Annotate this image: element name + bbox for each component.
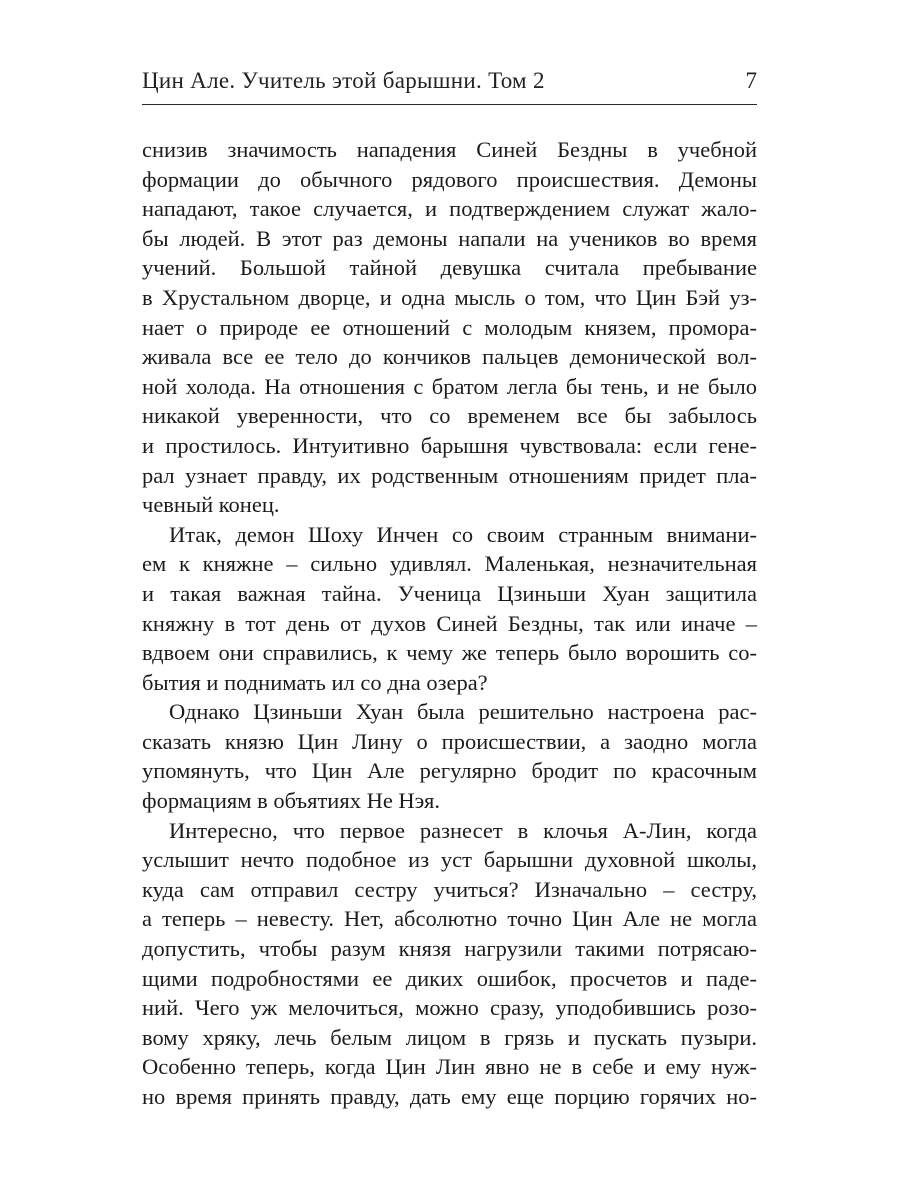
text-line: куда сам отправил сестру учиться? Изначально – сестру,: [142, 876, 757, 902]
text-line: рал узнает правду, их родственным отношениям придет пла-: [142, 462, 757, 488]
running-head: [142, 68, 757, 98]
text-line: сказать князю Цин Лину о происшествии, а заодно могла: [142, 728, 757, 754]
text-line: Однако Цзиньши Хуан была решительно настроена рас-: [169, 699, 757, 725]
text-line: бы людей. В этот раз демоны напали на учеников во время: [142, 225, 757, 251]
text-line: формациям в объятиях Не Нэя.: [142, 788, 441, 814]
text-line: снизив значимость нападения Синей Бездны в учебной: [142, 137, 757, 162]
text-line: Интересно, что первое разнесет в клочья А-Лин, когда: [169, 817, 757, 843]
text-line: вдвоем они справились, к чему же теперь было ворошить со-: [142, 640, 757, 666]
text-line: чевный конец.: [142, 492, 280, 518]
page-number: 7: [745, 68, 757, 93]
text-line: ем к княжне – сильно удивлял. Маленькая, незначительная: [142, 551, 757, 577]
text-line: живала все ее тело до кончиков пальцев демонической вол-: [142, 344, 757, 370]
header-rule: [142, 104, 757, 105]
text-line: допустить, чтобы разум князя нагрузили такими потрясаю-: [142, 936, 757, 962]
text-line: нает о природе ее отношений с молодым князем, промора-: [142, 314, 757, 340]
text-line: никакой уверенности, что со временем все бы забылось: [142, 403, 757, 429]
text-line: бытия и поднимать ил со дна озера?: [142, 669, 488, 695]
text-line: услышит нечто подобное из уст барышни духовной школы,: [142, 847, 757, 873]
body-text: [142, 135, 757, 1112]
text-line: ний. Чего уж мелочиться, можно сразу, уподобившись розо-: [142, 995, 757, 1021]
text-line: Итак, демон Шоху Инчен со своим странным внимани-: [169, 521, 757, 547]
text-line: учений. Большой тайной девушка считала пребывание: [142, 255, 757, 281]
text-line: щими подробностями ее диких ошибок, просчетов и паде-: [142, 965, 757, 991]
text-line: нападают, такое случается, и подтверждением служат жало-: [142, 196, 757, 222]
text-line: в Хрустальном дворце, и одна мысль о том, что Цин Бэй уз-: [142, 284, 757, 310]
running-head-title: Цин Але. Учитель этой барышни. Том 2: [142, 68, 545, 93]
text-line: формации до обычного рядового происшествия. Демоны: [142, 166, 757, 192]
text-line: вому хряку, лечь белым лицом в грязь и пускать пузыри.: [142, 1024, 757, 1050]
text-line: княжну в тот день от духов Синей Бездны, так или иначе –: [142, 610, 757, 636]
text-line: упомянуть, что Цин Але регулярно бродит по красочным: [142, 758, 757, 784]
text-line: и такая важная тайна. Ученица Цзиньши Хуан защитила: [142, 580, 757, 606]
text-line: а теперь – невесту. Нет, абсолютно точно Цин Але не могла: [142, 906, 757, 932]
text-line: и простилось. Интуитивно барышня чувствовала: если гене-: [142, 432, 757, 458]
text-line: ной холода. На отношения с братом легла бы тень, и не было: [142, 373, 757, 399]
text-line: Особенно теперь, когда Цин Лин явно не в себе и ему нуж-: [142, 1054, 757, 1080]
text-line: но время принять правду, дать ему еще порцию горячих но-: [142, 1084, 757, 1109]
